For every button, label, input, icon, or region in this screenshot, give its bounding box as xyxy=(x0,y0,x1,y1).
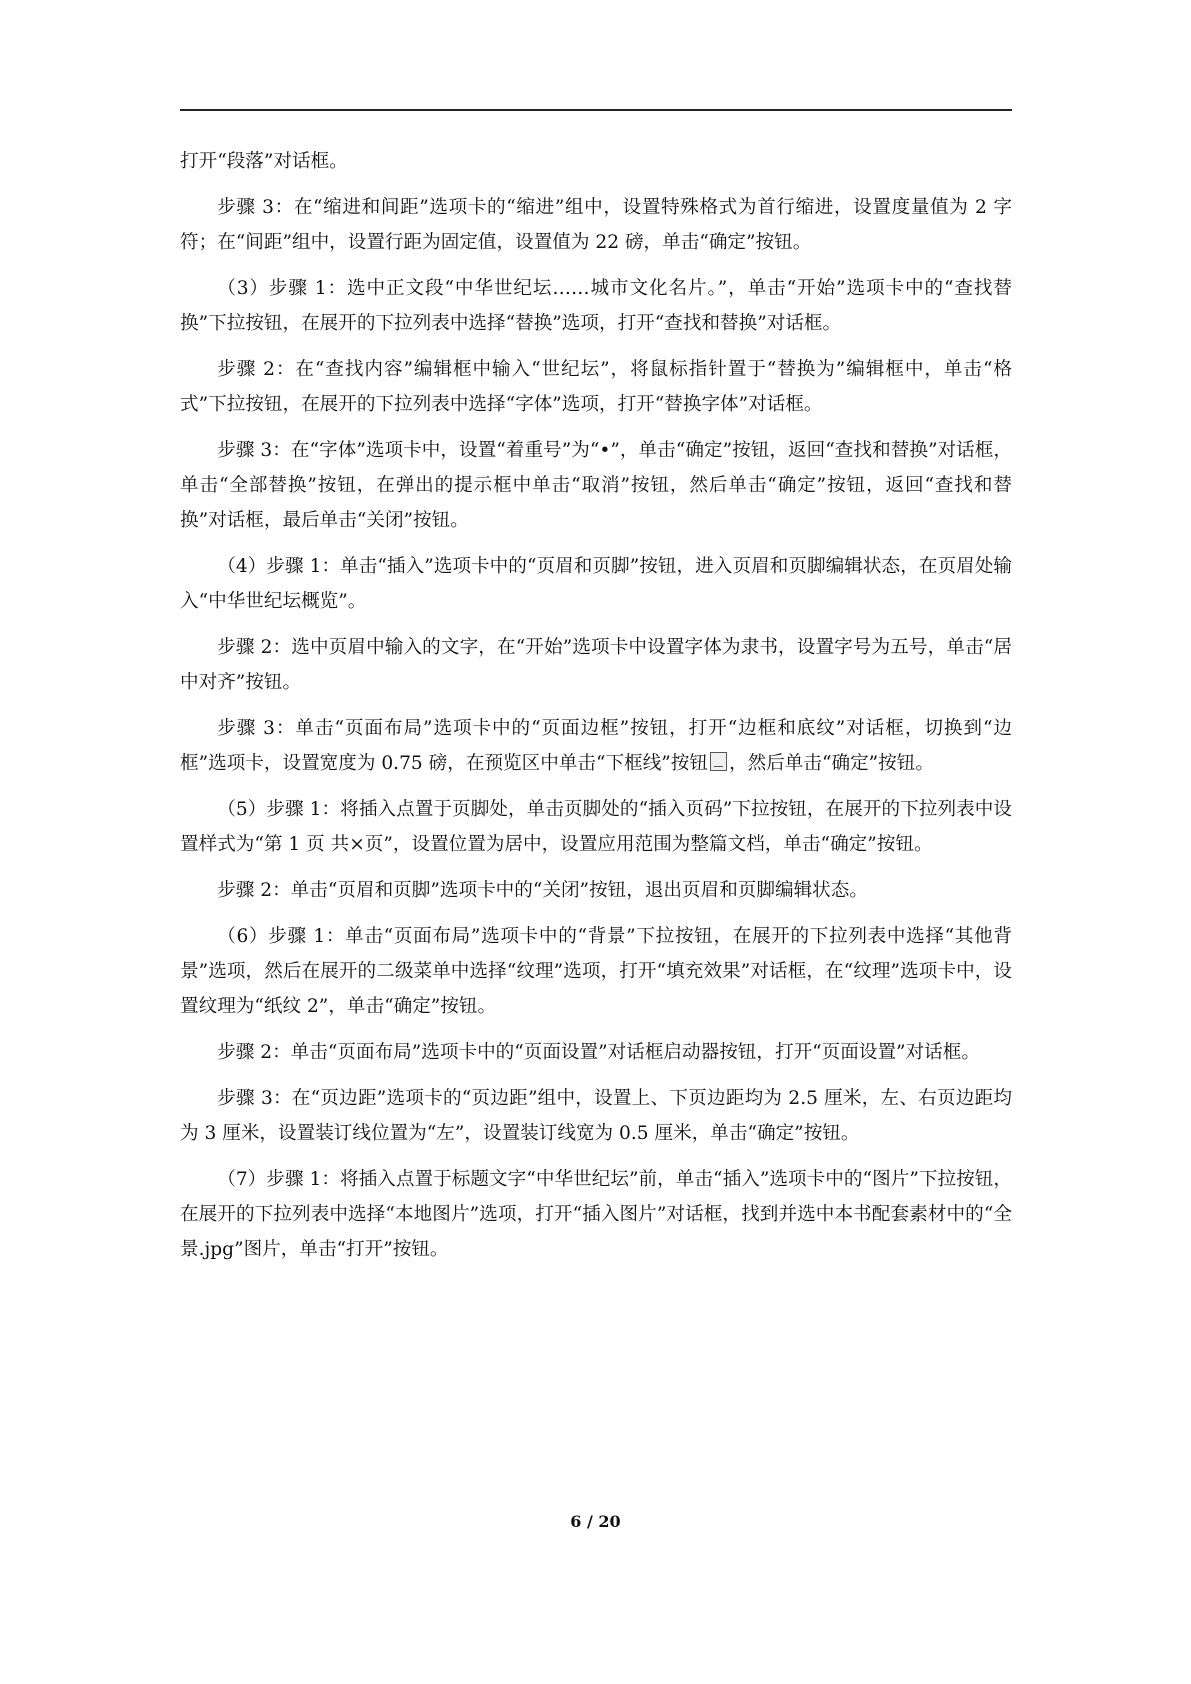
bottom-border-icon xyxy=(710,752,727,771)
paragraph: 步骤 3：在“页边距”选项卡的“页边距”组中，设置上、下页边距均为 2.5 厘米，左、右页边距均为 3 厘米，设置装订线位置为“左”，设置装订线宽为 0.5 厘米，单击“确定”按钮。 xyxy=(180,1088,1012,1144)
paragraph-text: ，然后单击“确定”按钮。 xyxy=(729,753,934,774)
paragraph: （3）步骤 1：选中正文段“中华世纪坛……城市文化名片。”，单击“开始”选项卡中的“查找替换”下拉按钮，在展开的下拉列表中选择“替换”选项，打开“查找和替换”对话框。 xyxy=(180,278,1012,334)
paragraph: 步骤 2：单击“页面布局”选项卡中的“页面设置”对话框启动器按钮，打开“页面设置”对话框。 xyxy=(217,1042,980,1063)
paragraph: （5）步骤 1：将插入点置于页脚处，单击页脚处的“插入页码”下拉按钮，在展开的下拉列表中设置样式为“第 1 页 共×页”，设置位置为居中，设置应用范围为整篇文档，单击“确定”按钮。 xyxy=(180,799,1012,855)
paragraph: （7）步骤 1：将插入点置于标题文字“中华世纪坛”前，单击“插入”选项卡中的“图片”下拉按钮，在展开的下拉列表中选择“本地图片”选项，打开“插入图片”对话框，找到并选中本书配套素材中的“全景.jpg”图片，单击“打开”按钮。 xyxy=(180,1169,1012,1260)
paragraph: （4）步骤 1：单击“插入”选项卡中的“页眉和页脚”按钮，进入页眉和页脚编辑状态，在页眉处输入“中华世纪坛概览”。 xyxy=(180,556,1012,612)
paragraph: 打开“段落”对话框。 xyxy=(180,151,348,172)
paragraph: 步骤 2：单击“页眉和页脚”选项卡中的“关闭”按钮，退出页眉和页脚编辑状态。 xyxy=(217,880,868,901)
paragraph-with-icon xyxy=(180,711,1012,781)
paragraph: 步骤 2：选中页眉中输入的文字，在“开始”选项卡中设置字体为隶书，设置字号为五号，单击“居中对齐”按钮。 xyxy=(180,637,1012,693)
header-rule xyxy=(180,109,1012,111)
paragraph: （6）步骤 1：单击“页面布局”选项卡中的“背景”下拉按钮，在展开的下拉列表中选择“其他背景”选项，然后在展开的二级菜单中选择“纹理”选项，打开“填充效果”对话框，在“纹理”选项卡中，设置纹理为“纸纹 2”，单击“确定”按钮。 xyxy=(180,926,1012,1017)
paragraph: 步骤 2：在“查找内容”编辑框中输入“世纪坛”，将鼠标指针置于“替换为”编辑框中，单击“格式”下拉按钮，在展开的下拉列表中选择“字体”选项，打开“替换字体”对话框。 xyxy=(180,359,1012,415)
paragraph: 步骤 3：在“字体”选项卡中，设置“着重号”为“•”，单击“确定”按钮，返回“查找和替换”对话框，单击“全部替换”按钮，在弹出的提示框中单击“取消”按钮，然后单击“确定”按钮，返回“查找和替换”对话框，最后单击“关闭”按钮。 xyxy=(180,440,1012,531)
page-number: 6 / 20 xyxy=(570,1512,621,1531)
paragraph-text: 步骤 3：单击“页面布局”选项卡中的“页面边框”按钮，打开“边框和底纹”对话框，切换到“边框”选项卡，设置宽度为 0.75 磅，在预览区中单击“下框线”按钮 xyxy=(180,718,1012,774)
paragraph: 步骤 3：在“缩进和间距”选项卡的“缩进”组中，设置特殊格式为首行缩进，设置度量值为 2 字符；在“间距”组中，设置行距为固定值，设置值为 22 磅，单击“确定”按钮。 xyxy=(180,197,1012,253)
document-body xyxy=(180,144,1012,1278)
